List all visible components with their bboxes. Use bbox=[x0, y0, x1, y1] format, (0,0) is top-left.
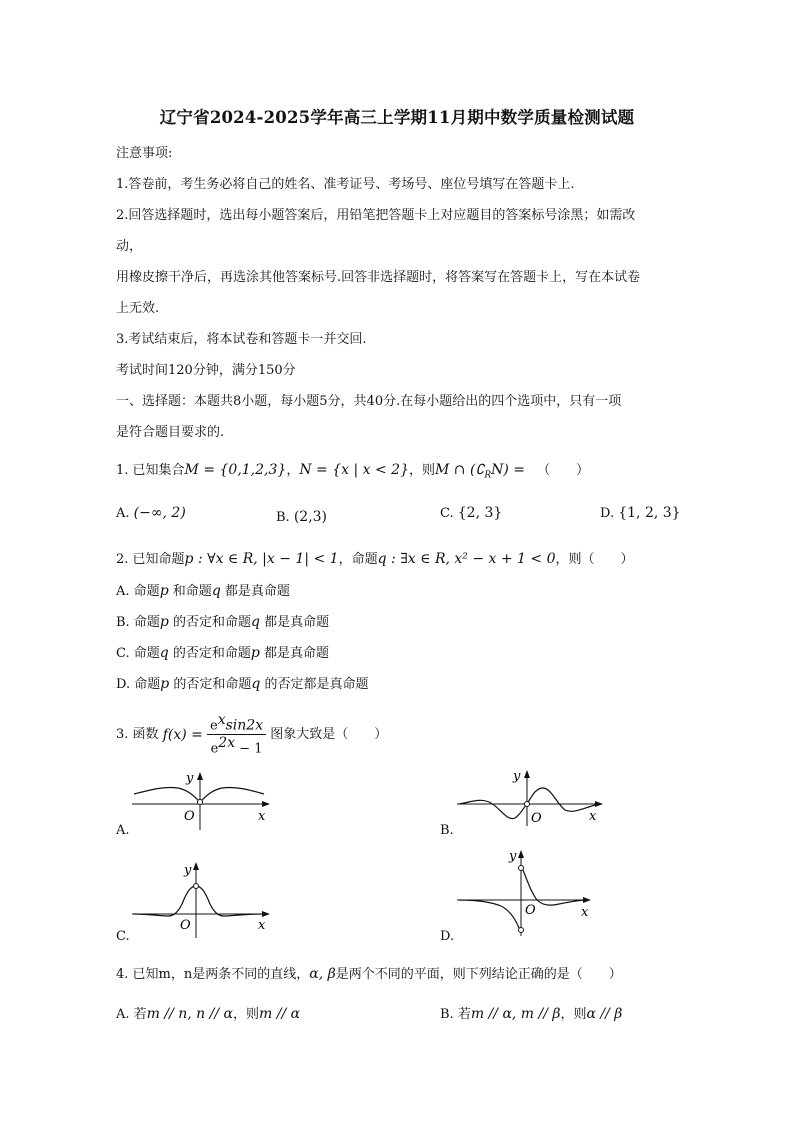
q3-graph-b bbox=[455, 766, 615, 828]
open-point-lower bbox=[519, 928, 524, 933]
origin-label: O bbox=[180, 918, 191, 933]
y-axis-arrow bbox=[197, 772, 203, 780]
y-axis-arrow bbox=[193, 862, 199, 870]
q3-function-name: f(x) = bbox=[162, 726, 203, 743]
y-axis-arrow bbox=[518, 850, 524, 858]
q1-set-n: N = {x | x < 2} bbox=[299, 462, 409, 478]
q3-graph-c bbox=[130, 856, 280, 940]
x-axis-label: x bbox=[258, 918, 266, 933]
q3-option-c-label: C. bbox=[116, 929, 130, 944]
question-4-stem: 4. 已知m，n是两条不同的直线，α, β是两个不同的平面，则下列结论正确的是（ ） bbox=[116, 966, 622, 982]
question-3-stem: 3. 函数 f(x) = $\frac{e^x\sin 2x}{e^{2x} - 1}$ 图象大致是（ ） bbox=[116, 712, 388, 757]
question-1-stem bbox=[116, 461, 589, 485]
q1-then: ，则 bbox=[408, 463, 435, 478]
q3-option-b-label: B. bbox=[440, 823, 454, 838]
q1-comma: ， bbox=[286, 463, 300, 478]
exam-title: 辽宁省2024-2025学年高三上学期11月期中数学质量检测试题 bbox=[159, 108, 635, 127]
y-axis-arrow bbox=[524, 770, 530, 778]
notice-heading: 注意事项: bbox=[116, 146, 173, 161]
q4-option-a: A. 若m // n, n // α，则m // α bbox=[116, 1006, 301, 1022]
open-point bbox=[194, 884, 199, 889]
y-axis-label: y bbox=[513, 769, 521, 784]
notice-item-3: 3.考试结束后，将本试卷和答题卡一并交回. bbox=[116, 332, 367, 347]
section-heading-1: 一、选择题：本题共8小题，每小题5分，共40分.在每小题给出的四个选项中，只有一项 bbox=[116, 394, 622, 409]
q3-graph-a bbox=[130, 768, 280, 834]
notice-item-1: 1.答卷前，考生务必将自己的姓名、准考证号、考场号、座位号填写在答题卡上. bbox=[116, 177, 575, 192]
q2-proposition-q: q : ∃x ∈ R, x² − x + 1 < 0 bbox=[377, 551, 556, 567]
x-axis-label: x bbox=[581, 905, 589, 920]
curve bbox=[134, 886, 264, 916]
origin-label: O bbox=[184, 809, 195, 824]
exam-time: 考试时间120分钟，满分150分 bbox=[116, 363, 296, 378]
q1-subscript: R bbox=[484, 470, 492, 481]
q2-option-c: C. 命题q 的否定和命题p 都是真命题 bbox=[116, 645, 330, 661]
x-axis-arrow bbox=[262, 801, 270, 807]
x-axis-label: x bbox=[258, 809, 266, 824]
q1-answer-paren: （ ） bbox=[537, 463, 590, 478]
origin-label: O bbox=[525, 903, 536, 918]
q4-planes: α, β bbox=[309, 966, 336, 982]
origin-label: O bbox=[531, 811, 542, 826]
q1-set-m: M = {0,1,2,3} bbox=[184, 462, 287, 478]
y-axis-label: y bbox=[509, 849, 517, 864]
y-axis-label: y bbox=[186, 771, 194, 786]
q3-option-a-label: A. bbox=[116, 823, 130, 838]
curve-left bbox=[459, 900, 519, 928]
q2-option-d: D. 命题p 的否定和命题q 的否定都是真命题 bbox=[116, 676, 369, 692]
section-heading-2: 是符合题目要求的. bbox=[116, 425, 225, 440]
q3-graph-d bbox=[455, 846, 605, 938]
q1-expr-2: N) = bbox=[491, 462, 526, 478]
open-point-upper bbox=[519, 866, 524, 871]
notice-item-2b: 动， bbox=[116, 239, 143, 254]
open-point bbox=[198, 800, 203, 805]
x-axis-label: x bbox=[589, 809, 597, 824]
q1-prefix: 1. 已知集合 bbox=[116, 463, 185, 478]
y-axis-label: y bbox=[184, 863, 192, 878]
open-point bbox=[525, 802, 530, 807]
q3-fraction: $\frac{e^x\sin 2x}{e^{2x} - 1}$ bbox=[207, 712, 266, 758]
q4-option-b: B. 若m // α, m // β，则α // β bbox=[440, 1006, 623, 1022]
notice-item-2a: 2.回答选择题时，选出每小题答案后，用铅笔把答题卡上对应题目的答案标号涂黑；如需改 bbox=[116, 208, 636, 223]
q2-proposition-p: p : ∀x ∈ R, |x − 1| < 1 bbox=[184, 551, 339, 567]
notice-item-2c: 用橡皮擦干净后，再选涂其他答案标号.回答非选择题时，将答案写在答题卡上，写在本试卷 bbox=[116, 270, 641, 285]
q2-option-b: B. 命题p 的否定和命题q 都是真命题 bbox=[116, 614, 330, 630]
q2-option-a: A. 命题p 和命题q 都是真命题 bbox=[116, 583, 290, 599]
q1-option-a: A. (−∞, 2) bbox=[116, 505, 186, 521]
q1-option-d: D. {1, 2, 3} bbox=[600, 505, 681, 521]
q1-expr: M ∩ (∁ bbox=[435, 462, 485, 478]
question-2-stem: 2. 已知命题p : ∀x ∈ R, |x − 1| < 1，命题q : ∃x ∈ R, x² − x + 1 < 0，则（ ） bbox=[116, 551, 634, 567]
q1-option-b: B. (2,3) bbox=[276, 509, 328, 525]
q3-option-d-label: D. bbox=[440, 929, 455, 944]
notice-item-2d: 上无效. bbox=[116, 301, 160, 316]
q1-option-c: C. {2, 3} bbox=[440, 505, 503, 521]
